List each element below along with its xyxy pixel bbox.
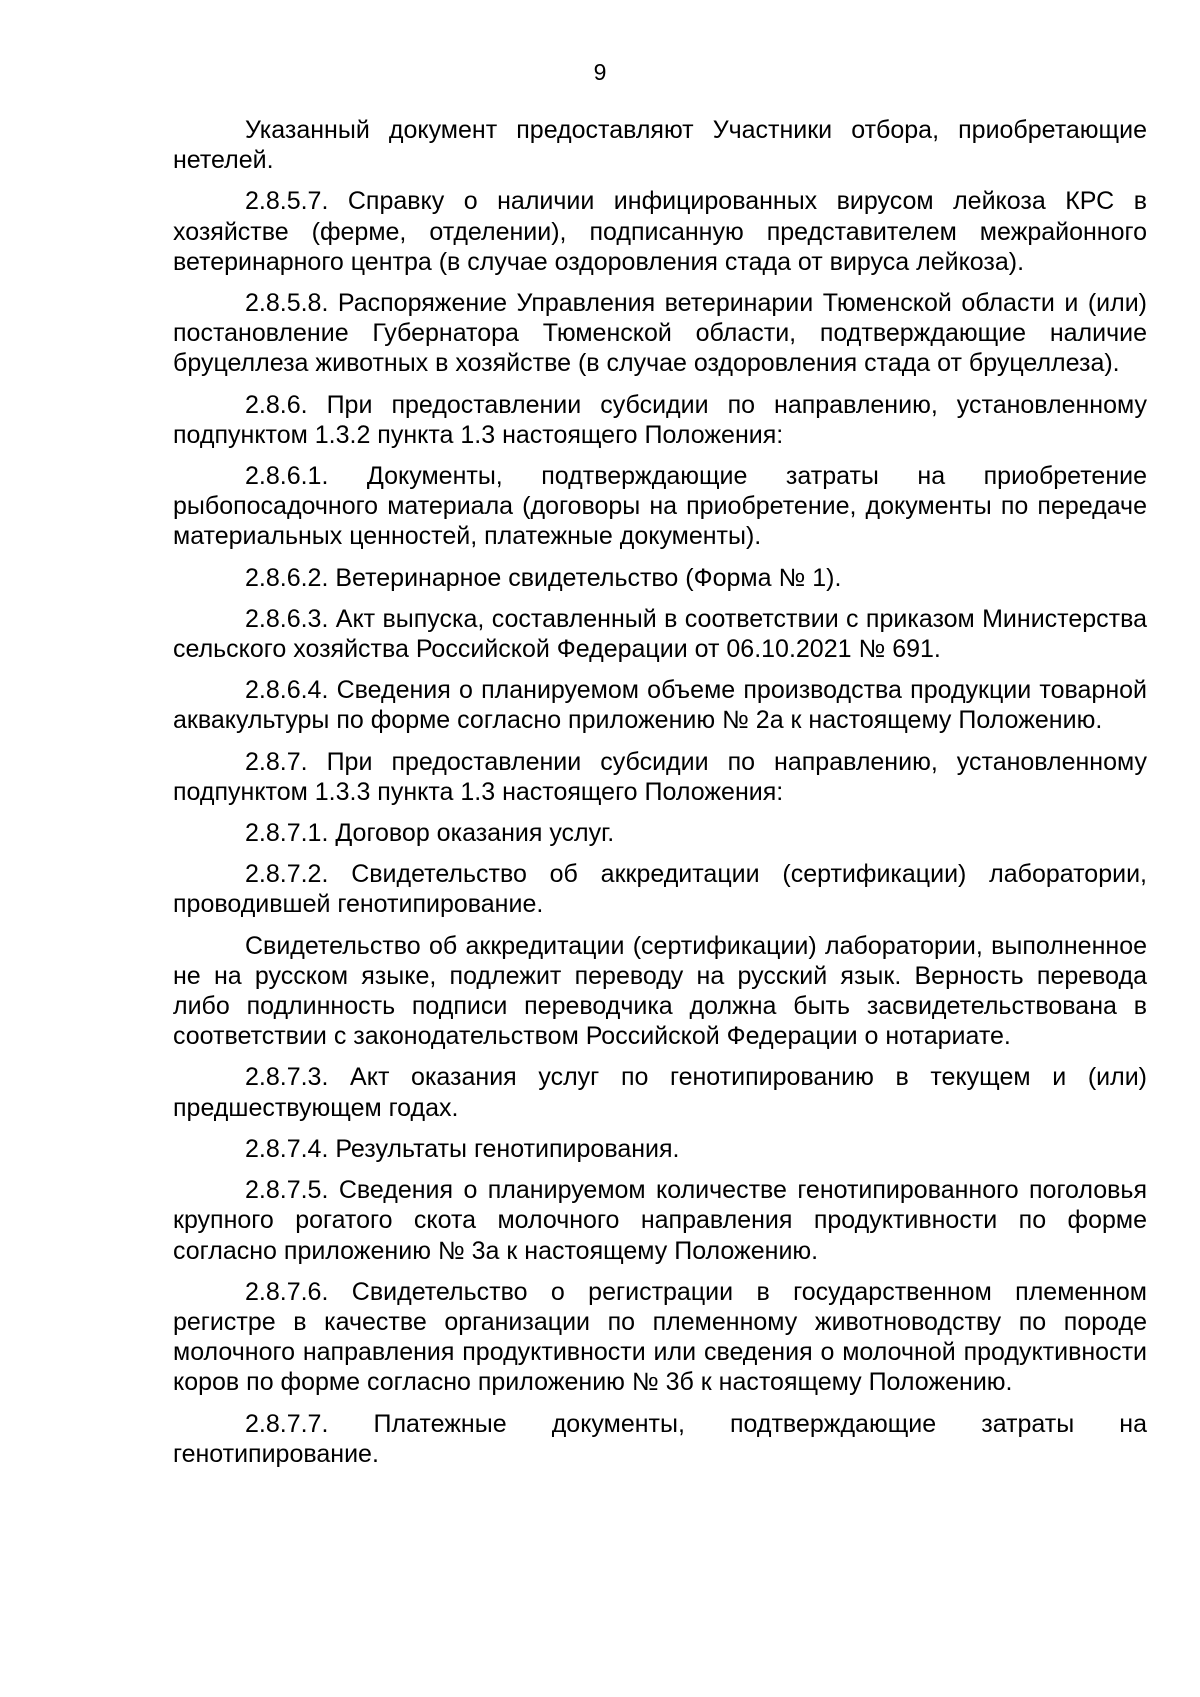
paragraph-2-8-5-7: 2.8.5.7. Справку о наличии инфицированных вирусом лейкоза КРС в хозяйстве (ферме, отделении), подписанную представителем межрайонного ветеринарного центра (в случае оздоровления стада от вируса лейкоза). (173, 187, 1147, 276)
paragraph-heifers-note: Указанный документ предоставляют Участники отбора, приобретающие нетелей. (173, 116, 1147, 175)
document-body (173, 115, 1147, 1480)
paragraph-2-8-5-8: 2.8.5.8. Распоряжение Управления ветеринарии Тюменской области и (или) постановление Губернатора Тюменской области, подтверждающие наличие бруцеллеза животных в хозяйстве (в случае оздоровления стада от бруцеллеза). (173, 289, 1147, 378)
paragraph-2-8-7-6: 2.8.7.6. Свидетельство о регистрации в государственном племенном регистре в качестве организации по племенному животноводству по породе молочного направления продуктивности или сведения о молочной продуктивности коров по форме согласно приложению № 3б к настоящему Положению. (173, 1277, 1147, 1397)
paragraph-accreditation-translation: Свидетельство об аккредитации (сертификации) лаборатории, выполненное не на русском языке, подлежит переводу на русский язык. Верность перевода либо подлинность подписи переводчика должна быть засвидетельствована в соответствии с законодательством Российской Федерации о нотариате. (173, 931, 1147, 1051)
page-number: 9 (593, 59, 607, 85)
paragraph-2-8-7-2: 2.8.7.2. Свидетельство об аккредитации (сертификации) лаборатории, проводившей генотипирование. (173, 860, 1147, 919)
paragraph-2-8-7-1: 2.8.7.1. Договор оказания услуг. (245, 819, 615, 848)
paragraph-2-8-6-3: 2.8.6.3. Акт выпуска, составленный в соответствии с приказом Министерства сельского хозяйства Российской Федерации от 06.10.2021 № 691. (173, 604, 1147, 664)
paragraph-2-8-7-3: 2.8.7.3. Акт оказания услуг по генотипированию в текущем и (или) предшествующем годах. (173, 1063, 1147, 1122)
paragraph-2-8-6-2: 2.8.6.2. Ветеринарное свидетельство (Форма № 1). (245, 563, 842, 592)
paragraph-2-8-7-7: 2.8.7.7. Платежные документы, подтверждающие затраты на генотипирование. (173, 1409, 1147, 1468)
paragraph-2-8-6-1: 2.8.6.1. Документы, подтверждающие затраты на приобретение рыбопосадочного материала (договоры на приобретение, документы по передаче материальных ценностей, платежные документы). (173, 462, 1147, 551)
paragraph-2-8-7-5: 2.8.7.5. Сведения о планируемом количестве генотипированного поголовья крупного рогатого скота молочного направления продуктивности по форме согласно приложению № 3а к настоящему Положению. (173, 1176, 1147, 1265)
paragraph-2-8-6-4: 2.8.6.4. Сведения о планируемом объеме производства продукции товарной аквакультуры по форме согласно приложению № 2а к настоящему Положению. (173, 676, 1147, 735)
paragraph-2-8-7-4: 2.8.7.4. Результаты генотипирования. (245, 1134, 680, 1163)
paragraph-2-8-6: 2.8.6. При предоставлении субсидии по направлению, установленному подпунктом 1.3.2 пункта 1.3 настоящего Положения: (173, 390, 1147, 449)
paragraph-2-8-7: 2.8.7. При предоставлении субсидии по направлению, установленному подпунктом 1.3.3 пункта 1.3 настоящего Положения: (173, 747, 1147, 806)
